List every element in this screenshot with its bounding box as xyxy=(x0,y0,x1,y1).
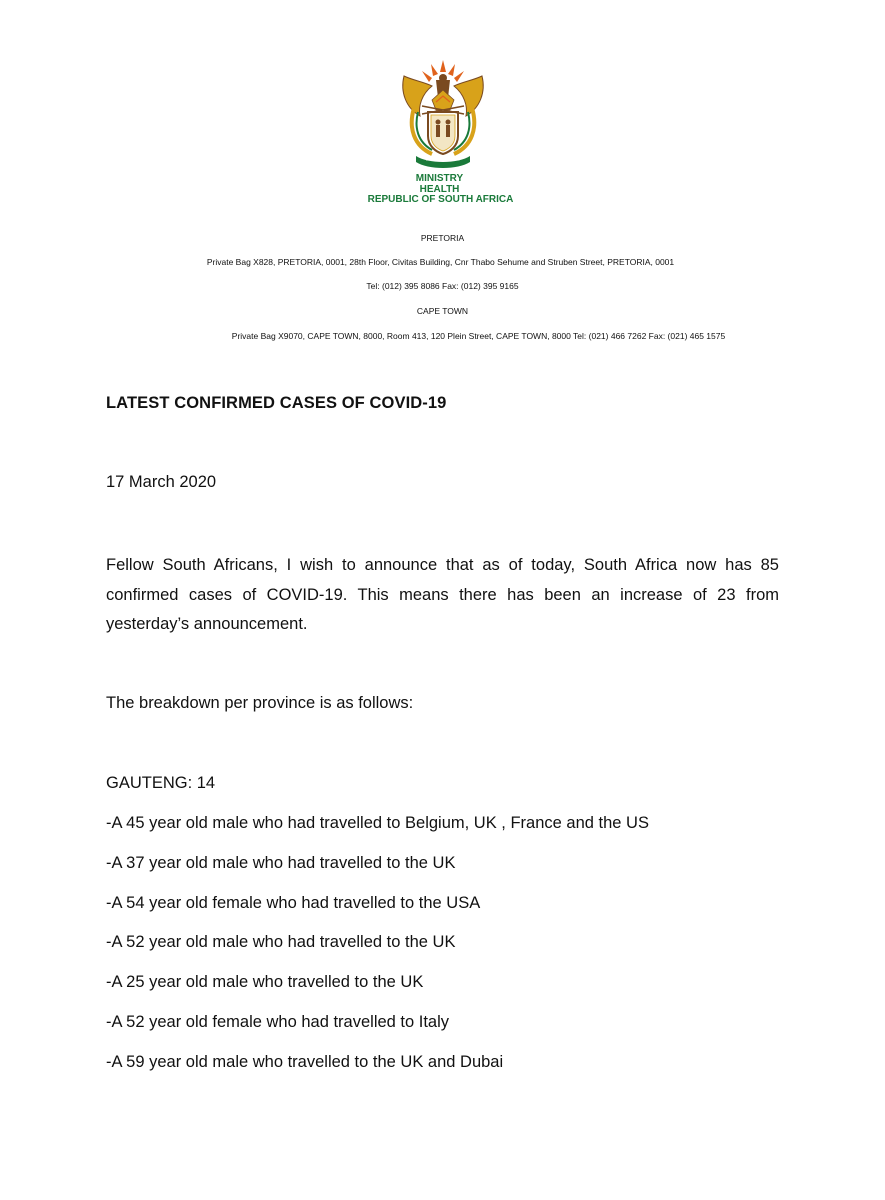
country-line: REPUBLIC OF SOUTH AFRICA xyxy=(367,194,514,205)
intro-line: Fellow South Africans, I wish to announce that as of today, South Africa now has 85 xyxy=(106,556,779,574)
address-pretoria-phone: Tel: (012) 395 8086 Fax: (012) 395 9165 xyxy=(366,281,519,291)
document-title: LATEST CONFIRMED CASES OF COVID-19 xyxy=(106,394,447,412)
case-list xyxy=(106,814,649,1093)
intro-line: confirmed cases of COVID-19. This means there has been an increase of 23 from xyxy=(106,585,779,604)
coat-of-arms-emblem xyxy=(398,58,488,170)
case-item: -A 45 year old male who had travelled to Belgium, UK , France and the US xyxy=(106,814,649,832)
case-item: -A 37 year old male who had travelled to the UK xyxy=(106,853,456,872)
case-item: -A 25 year old male who travelled to the UK xyxy=(106,973,424,992)
left-wing xyxy=(403,76,432,116)
province-heading: GAUTENG: 14 xyxy=(106,774,216,792)
right-wing xyxy=(454,76,483,116)
document-date: 17 March 2020 xyxy=(106,473,217,491)
address-capetown-postal: Private Bag X9070, CAPE TOWN, 8000, Room 413, 120 Plein Street, CAPE TOWN, 8000 Tel: (021) 466 7262 Fax: (021) 465 1575 xyxy=(231,331,726,341)
department-line: HEALTH xyxy=(419,184,460,195)
intro-paragraph xyxy=(106,551,779,640)
case-item: -A 59 year old male who travelled to the UK and Dubai xyxy=(106,1052,504,1071)
motto-ribbon xyxy=(416,156,470,168)
case-item: -A 52 year old female who had travelled to Italy xyxy=(106,1012,450,1031)
case-item: -A 52 year old male who had travelled to the UK xyxy=(106,933,456,952)
address-pretoria-heading: PRETORIA xyxy=(420,233,465,243)
case-item: -A 54 year old female who had travelled to the USA xyxy=(106,893,481,912)
address-pretoria-postal: Private Bag X828, PRETORIA, 0001, 28th Floor, Civitas Building, Cnr Thabo Sehume and Struben Street, PRETORIA, 0001 xyxy=(206,257,675,267)
breakdown-intro: The breakdown per province is as follows: xyxy=(106,694,414,712)
ministry-line: MINISTRY xyxy=(415,173,464,184)
address-capetown-heading: CAPE TOWN xyxy=(416,306,469,316)
intro-line: yesterday’s announcement. xyxy=(106,615,308,633)
